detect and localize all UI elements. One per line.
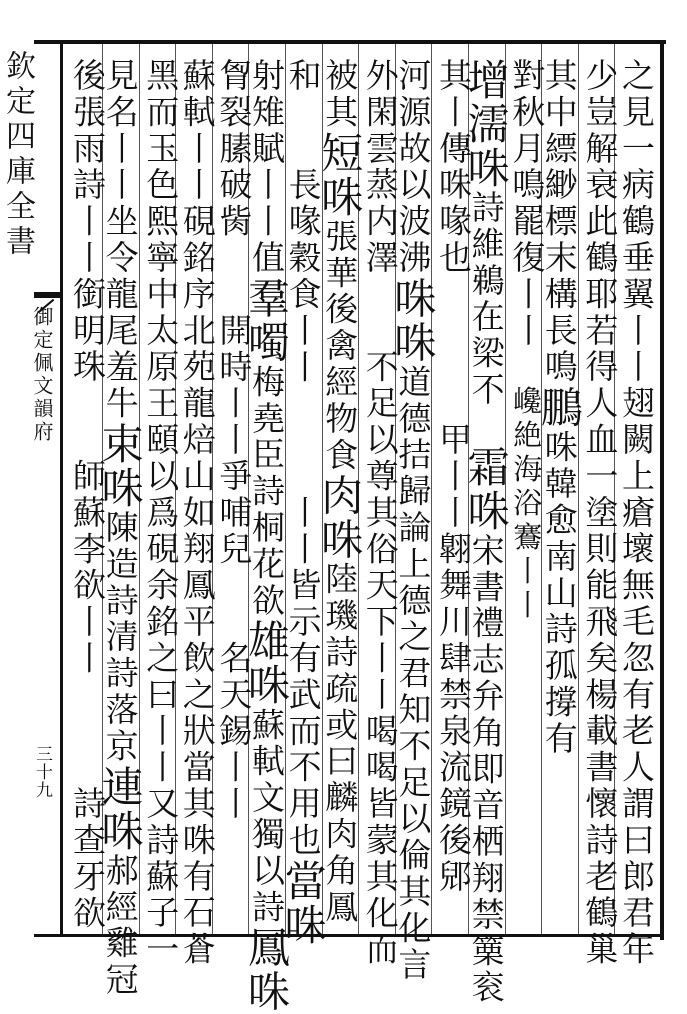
- text-segment: 道德拮歸論上德之君知不足以倫其化言: [393, 364, 433, 984]
- text-segment: 少豈解衰此鶴耶若得人血一塗則能飛矣楊載書懷詩老鶴巢: [580, 58, 620, 968]
- text-segment: 宋書禮志弁角即音栖翔禁篥衮: [466, 532, 506, 1007]
- headword: 羣: [241, 276, 291, 321]
- text-column-2: [580, 58, 620, 968]
- text-segment: 陳造詩清詩落京: [100, 510, 140, 765]
- text-column-15: [95, 58, 145, 999]
- text-column-10: [278, 58, 328, 947]
- text-segment: [507, 349, 546, 385]
- headword: 咮: [388, 320, 438, 365]
- margin-block-mark: [34, 292, 60, 298]
- headword: 濡: [461, 102, 511, 146]
- text-segment: 張華後禽經物食: [320, 218, 360, 474]
- text-segment: 蘇軾丨丨硯銘序北苑龍焙山如翔鳳平飲之狀當其咮有石蒼: [177, 58, 217, 968]
- headword: 咮: [315, 517, 365, 562]
- text-segment: 郝經雞冠: [100, 852, 140, 999]
- text-segment: 胷裂膆破胔: [214, 58, 254, 240]
- text-segment: [68, 386, 107, 459]
- text-segment: [434, 276, 473, 422]
- headword: 短: [315, 130, 365, 175]
- headword: 鵬: [534, 385, 584, 430]
- text-segment: 開時丨丨爭哺兒: [214, 312, 254, 568]
- headword: 連: [95, 764, 145, 809]
- text-column-5: [461, 58, 511, 1007]
- text-column-1: [616, 58, 656, 968]
- text-segment: 對秋月鳴罷復丨丨: [507, 58, 547, 350]
- text-column-13: [177, 58, 217, 968]
- margin-title: 欽定四庫全書: [0, 50, 35, 260]
- text-column-9: [315, 58, 365, 926]
- text-column-12: [214, 58, 254, 823]
- margin-page-number: 三十九: [32, 745, 52, 799]
- headword: 雄: [241, 619, 291, 664]
- text-column-3: [534, 58, 584, 758]
- text-segment: [284, 94, 323, 167]
- text-segment: 巉絶海浴鶱丨丨: [509, 385, 544, 624]
- text-segment: 詩維鵜在梁不: [466, 190, 506, 409]
- text-segment: 長喙穀食丨丨: [283, 167, 323, 386]
- headword: 咮: [461, 146, 511, 190]
- text-segment: 後張雨詩丨丨銜明珠: [67, 58, 107, 386]
- headword: 咮: [241, 663, 291, 708]
- text-segment: 其丨傳咮喙也: [433, 58, 473, 277]
- text-segment: 詩查牙欲: [67, 786, 107, 932]
- headword: 咮: [315, 174, 365, 219]
- text-segment: 師蘇李欲丨丨: [67, 458, 107, 677]
- headword: 咮: [388, 276, 438, 321]
- text-column-16: [67, 58, 107, 932]
- headword: 肉: [315, 473, 365, 518]
- text-segment: 見名丨丨坐令龍尾羞牛: [100, 58, 140, 422]
- headword: 鳳: [241, 925, 291, 970]
- headword: 咮: [278, 902, 328, 947]
- text-segment: 外閑雲蒸内澤: [360, 58, 400, 277]
- text-segment: 其中縹緲標末構長鳴: [539, 58, 579, 386]
- text-segment: 蘇軾文獨以詩: [246, 707, 286, 926]
- text-segment: 不足以尊其俗天下丨丨喝喝皆蒙其化而: [360, 349, 400, 969]
- text-segment: 黑而玉色熙寧中太原王頤以爲硯余銘之曰丨丨又詩蘇子一: [141, 58, 181, 968]
- frame-top-rule: [34, 40, 666, 44]
- text-column-8: [360, 58, 400, 969]
- headword: 束: [95, 422, 145, 466]
- headword: 咮: [241, 969, 291, 1014]
- frame-right-rule: [660, 40, 664, 940]
- text-segment: 河源故以波沸: [393, 58, 433, 277]
- text-column-4: [507, 58, 547, 624]
- text-segment: 咮: [539, 429, 579, 467]
- text-segment: [361, 276, 400, 349]
- text-segment: 之見一病鶴垂翼丨丨翅闕上瘡壞無毛忽有老人謂曰郎君年: [616, 58, 656, 968]
- text-segment: 韓愈南山詩孤撐有: [539, 466, 579, 758]
- text-segment: 丨丨皆示有武而不用也: [283, 494, 323, 859]
- text-column-7: [388, 58, 438, 984]
- text-segment: 名天錫丨丨: [214, 640, 254, 823]
- text-column-14: [141, 58, 181, 968]
- text-segment: [214, 568, 253, 641]
- text-segment: 和: [283, 58, 323, 95]
- text-segment: 甲丨丨翺舞川肆禁泉流鏡後郳: [433, 422, 473, 896]
- headword: 咮: [461, 488, 511, 533]
- headword: 咮: [95, 808, 145, 853]
- text-column-6: [433, 58, 473, 896]
- text-segment: 梅堯臣詩桐花欲: [246, 364, 286, 620]
- headword: 噣: [241, 320, 291, 365]
- text-segment: [284, 386, 323, 495]
- text-column-11: [241, 58, 291, 1014]
- headword: 增: [461, 58, 511, 102]
- text-segment: [68, 677, 107, 786]
- text-segment: 射雉賦丨丨值: [246, 58, 286, 277]
- text-segment: 陸璣詩疏或曰麟肉角鳳: [320, 561, 360, 926]
- headword: 咮: [95, 466, 145, 510]
- headword: 霜: [461, 444, 511, 489]
- text-segment: 被其: [320, 58, 360, 131]
- text-segment: [214, 240, 253, 313]
- margin-column-rule: [60, 40, 63, 937]
- headword: 當: [278, 858, 328, 903]
- margin-book-name: 御定佩文韻府: [30, 306, 54, 444]
